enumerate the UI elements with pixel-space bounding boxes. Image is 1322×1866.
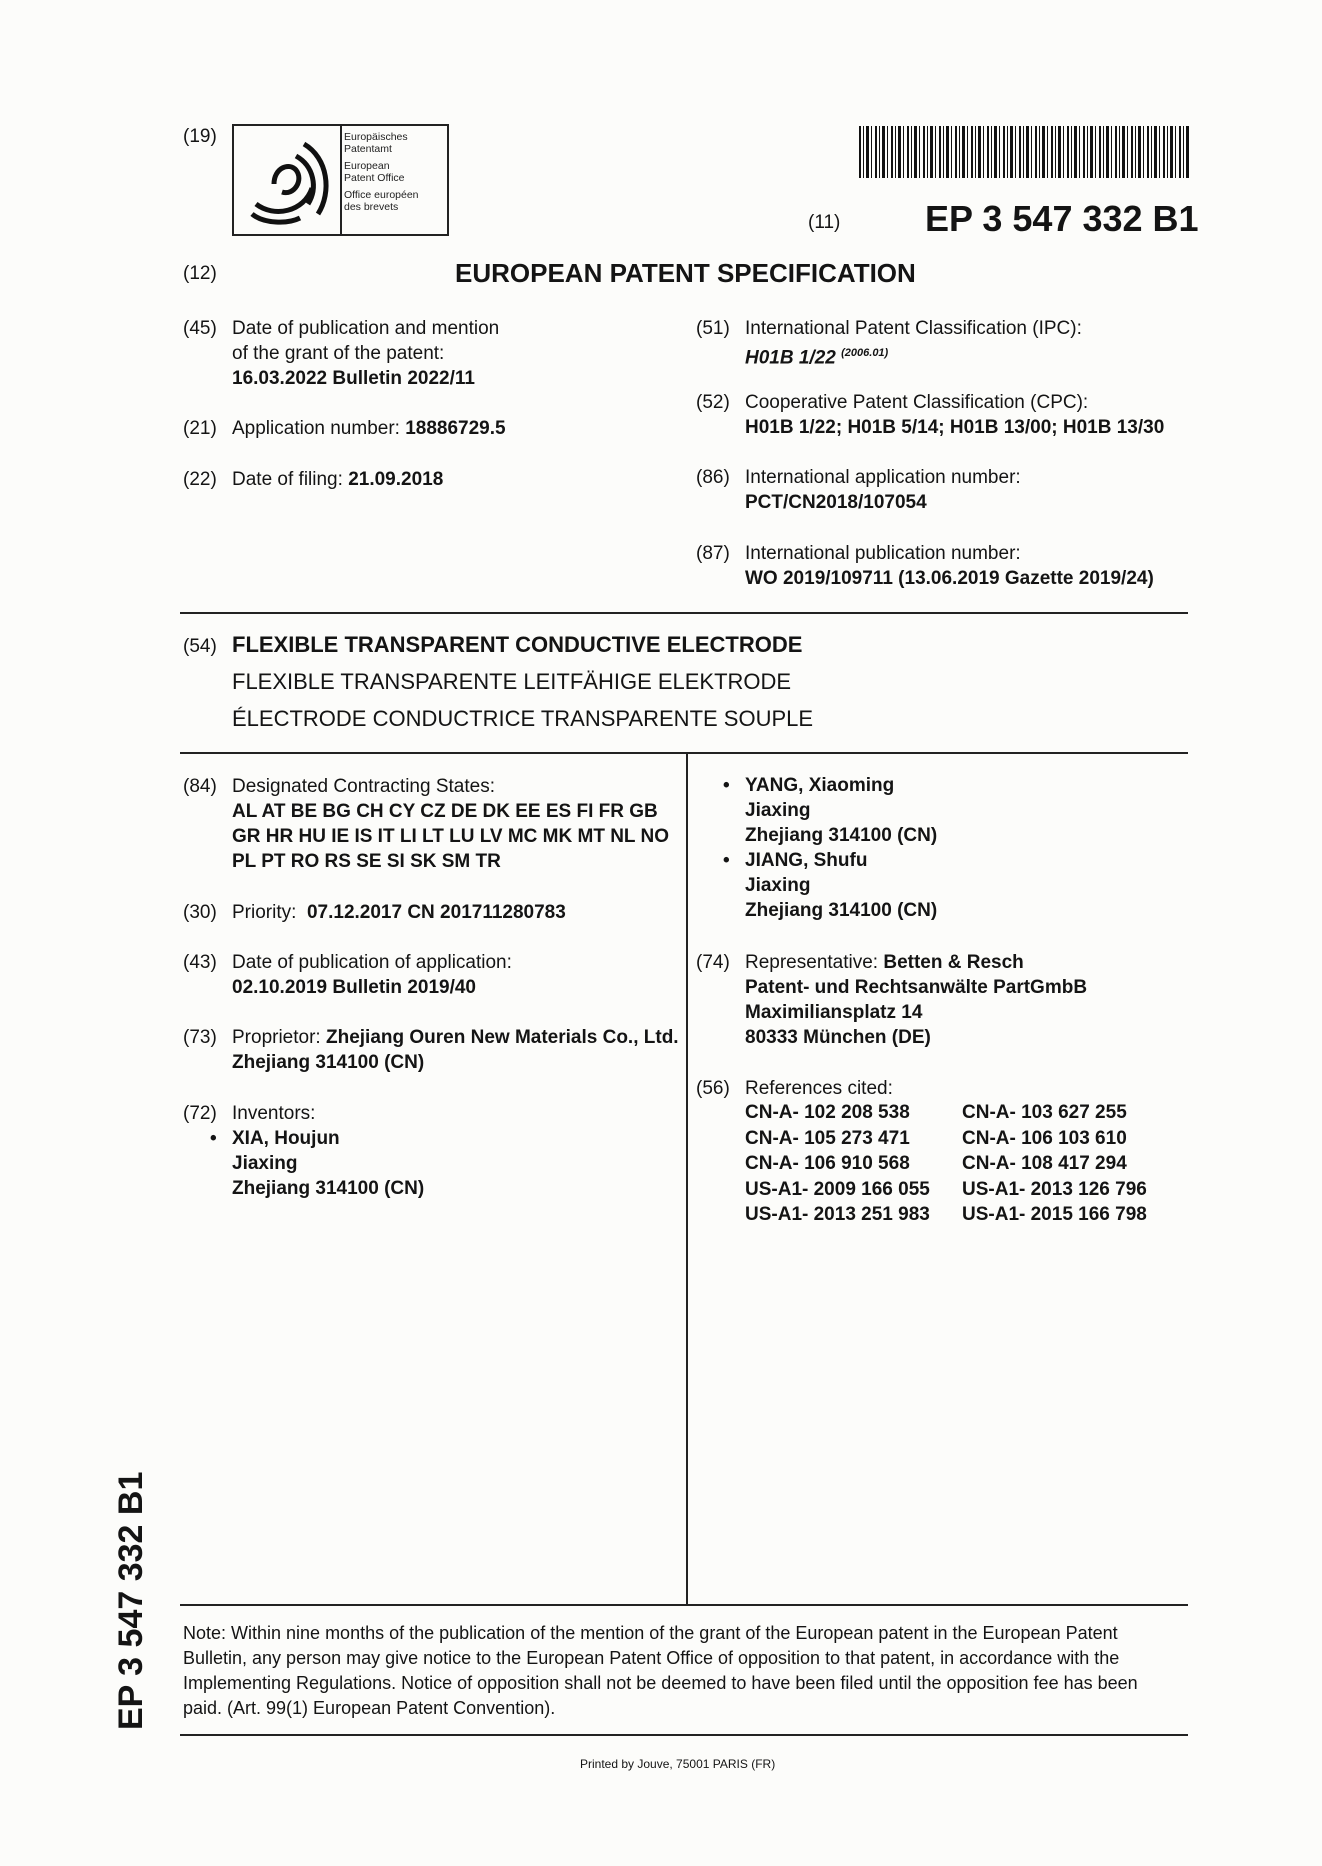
note-line-4: paid. (Art. 99(1) European Patent Convention). bbox=[183, 1698, 556, 1718]
inid-code-45: (45) bbox=[183, 318, 217, 339]
representative-line-2: Maximiliansplatz 14 bbox=[745, 1002, 923, 1023]
reference-item: CN-A- 105 273 471 bbox=[745, 1127, 910, 1149]
inventor-3-region: Zhejiang 314100 (CN) bbox=[745, 900, 938, 921]
inid-code-19: (19) bbox=[183, 126, 217, 147]
designated-states-line-1: AL AT BE BG CH CY CZ DE DK EE ES FI FR GB bbox=[232, 801, 658, 822]
divider-bottom bbox=[180, 1734, 1188, 1736]
inid-code-52: (52) bbox=[696, 392, 730, 413]
filing-date-field bbox=[232, 467, 443, 492]
grant-date-value: 16.03.2022 Bulletin 2022/11 bbox=[232, 368, 475, 389]
intl-publication-value: WO 2019/109711 (13.06.2019 Gazette 2019/24) bbox=[745, 568, 1154, 589]
proprietor-address: Zhejiang 314100 (CN) bbox=[232, 1052, 425, 1073]
inventor-2-name: YANG, Xiaoming bbox=[745, 775, 895, 796]
designated-states-label: Designated Contracting States: bbox=[232, 776, 495, 797]
side-publication-number: EP 3 547 332 B1 bbox=[112, 1471, 150, 1730]
bullet-icon: • bbox=[723, 850, 730, 871]
inventor-1-region: Zhejiang 314100 (CN) bbox=[232, 1178, 425, 1199]
inid-code-72: (72) bbox=[183, 1103, 217, 1124]
inid-code-74: (74) bbox=[696, 952, 730, 973]
grant-date-label-2: of the grant of the patent: bbox=[232, 343, 445, 364]
inid-code-86: (86) bbox=[696, 467, 730, 488]
references-label: References cited: bbox=[745, 1078, 893, 1099]
representative-field bbox=[745, 950, 1024, 975]
inid-code-84: (84) bbox=[183, 776, 217, 797]
representative-name: Betten & Resch bbox=[883, 952, 1024, 973]
filing-date-label: Date of filing: bbox=[232, 469, 343, 490]
inventor-1-name: XIA, Houjun bbox=[232, 1128, 340, 1149]
inid-code-22: (22) bbox=[183, 469, 217, 490]
designated-states-line-3: PL PT RO RS SE SI SK SM TR bbox=[232, 851, 501, 872]
inventor-1-city: Jiaxing bbox=[232, 1153, 298, 1174]
proprietor-label: Proprietor: bbox=[232, 1027, 321, 1048]
ipc-value-field bbox=[745, 341, 888, 370]
reference-item: CN-A- 106 103 610 bbox=[962, 1127, 1127, 1149]
representative-line-3: 80333 München (DE) bbox=[745, 1027, 931, 1048]
priority-value: 07.12.2017 CN 201711280783 bbox=[306, 902, 566, 923]
reference-item: CN-A- 106 910 568 bbox=[745, 1153, 910, 1174]
document-type: EUROPEAN PATENT SPECIFICATION bbox=[455, 258, 916, 288]
reference-item: US-A1- 2009 166 055 bbox=[745, 1178, 930, 1200]
application-number-label: Application number: bbox=[232, 418, 400, 439]
inventor-2-city: Jiaxing bbox=[745, 800, 811, 821]
inventor-3-city: Jiaxing bbox=[745, 875, 811, 896]
inid-code-87: (87) bbox=[696, 543, 730, 564]
cpc-value: H01B 1/22; H01B 5/14; H01B 13/00; H01B 13/30 bbox=[745, 417, 1165, 438]
priority-field bbox=[232, 900, 566, 925]
note-line-2: Bulletin, any person may give notice to the European Patent Office of opposition to that patent, in accordance with the bbox=[183, 1648, 1120, 1668]
printer-footer: Printed by Jouve, 75001 PARIS (FR) bbox=[580, 1757, 776, 1771]
proprietor-name: Zhejiang Ouren New Materials Co., Ltd. bbox=[325, 1027, 679, 1048]
intl-application-value: PCT/CN2018/107054 bbox=[745, 492, 927, 513]
office-fr-1: Office européen bbox=[344, 189, 419, 201]
reference-item: CN-A- 103 627 255 bbox=[962, 1102, 1127, 1123]
office-de-2: Patentamt bbox=[344, 142, 392, 155]
epo-logo bbox=[232, 124, 449, 236]
reference-item: CN-A- 102 208 538 bbox=[745, 1102, 910, 1123]
ipc-label: International Patent Classification (IPC): bbox=[745, 318, 1082, 339]
note-line-1: Note: Within nine months of the publication of the mention of the grant of the European patent in the European Patent bbox=[183, 1623, 1118, 1643]
reference-item: US-A1- 2015 166 798 bbox=[962, 1204, 1147, 1225]
inid-code-54: (54) bbox=[183, 636, 217, 657]
epo-logo-icon bbox=[234, 126, 342, 234]
cpc-label: Cooperative Patent Classification (CPC): bbox=[745, 392, 1089, 413]
proprietor-field bbox=[232, 1025, 679, 1050]
reference-item: CN-A- 108 417 294 bbox=[962, 1153, 1127, 1174]
application-number-field bbox=[232, 416, 506, 441]
office-de-1: Europäisches bbox=[344, 131, 408, 143]
representative-label: Representative: bbox=[745, 952, 879, 973]
inventors-label: Inventors: bbox=[232, 1103, 316, 1124]
intl-publication-label: International publication number: bbox=[745, 543, 1021, 564]
title-en: FLEXIBLE TRANSPARENT CONDUCTIVE ELECTRODE bbox=[232, 632, 803, 657]
filing-date-value: 21.09.2018 bbox=[348, 469, 444, 490]
priority-label: Priority: bbox=[232, 902, 297, 923]
title-fr: ÉLECTRODE CONDUCTRICE TRANSPARENTE SOUPLE bbox=[232, 706, 814, 731]
reference-item: US-A1- 2013 251 983 bbox=[745, 1204, 930, 1225]
application-number-value: 18886729.5 bbox=[405, 418, 506, 439]
inid-code-11: (11) bbox=[808, 212, 841, 233]
app-publication-value: 02.10.2019 Bulletin 2019/40 bbox=[232, 977, 476, 998]
reference-item: US-A1- 2013 126 796 bbox=[962, 1178, 1147, 1200]
inventor-3 bbox=[723, 848, 938, 923]
column-divider bbox=[686, 752, 688, 1604]
inventor-1 bbox=[210, 1126, 425, 1201]
designated-states-line-2: GR HR HU IE IS IT LI LT LU LV MC MK MT NL NO bbox=[232, 826, 669, 847]
inid-code-73: (73) bbox=[183, 1027, 217, 1048]
grant-date-label-1: Date of publication and mention bbox=[232, 318, 500, 339]
inid-code-56: (56) bbox=[696, 1078, 730, 1099]
barcode bbox=[859, 126, 1189, 178]
divider-title bbox=[180, 752, 1188, 754]
inid-code-30: (30) bbox=[183, 902, 217, 923]
inid-code-12: (12) bbox=[183, 263, 217, 284]
inid-code-21: (21) bbox=[183, 418, 217, 439]
inventor-2-region: Zhejiang 314100 (CN) bbox=[745, 825, 938, 846]
office-en-1: European bbox=[344, 160, 390, 172]
divider-top bbox=[180, 612, 1188, 614]
inid-code-43: (43) bbox=[183, 952, 217, 973]
title-de: FLEXIBLE TRANSPARENTE LEITFÄHIGE ELEKTRODE bbox=[232, 669, 792, 694]
bullet-icon: • bbox=[723, 775, 730, 796]
ipc-value: H01B 1/22 bbox=[745, 347, 836, 369]
publication-number: EP 3 547 332 B1 bbox=[925, 198, 1199, 239]
inid-code-51: (51) bbox=[696, 318, 730, 339]
app-publication-label: Date of publication of application: bbox=[232, 952, 512, 973]
note-line-3: Implementing Regulations. Notice of opposition shall not be deemed to have been filed until the opposition fee has been bbox=[183, 1673, 1138, 1693]
inventor-2 bbox=[723, 773, 938, 848]
office-en-2: Patent Office bbox=[344, 171, 405, 184]
references-list bbox=[745, 1100, 1182, 1228]
bullet-icon: • bbox=[210, 1128, 217, 1149]
ipc-version: (2006.01) bbox=[841, 347, 889, 359]
divider-note bbox=[180, 1604, 1188, 1606]
inventor-3-name: JIANG, Shufu bbox=[745, 850, 868, 871]
office-fr-2: des brevets bbox=[344, 200, 399, 213]
intl-application-label: International application number: bbox=[745, 467, 1021, 488]
representative-line-1: Patent- und Rechtsanwälte PartGmbB bbox=[745, 977, 1088, 998]
